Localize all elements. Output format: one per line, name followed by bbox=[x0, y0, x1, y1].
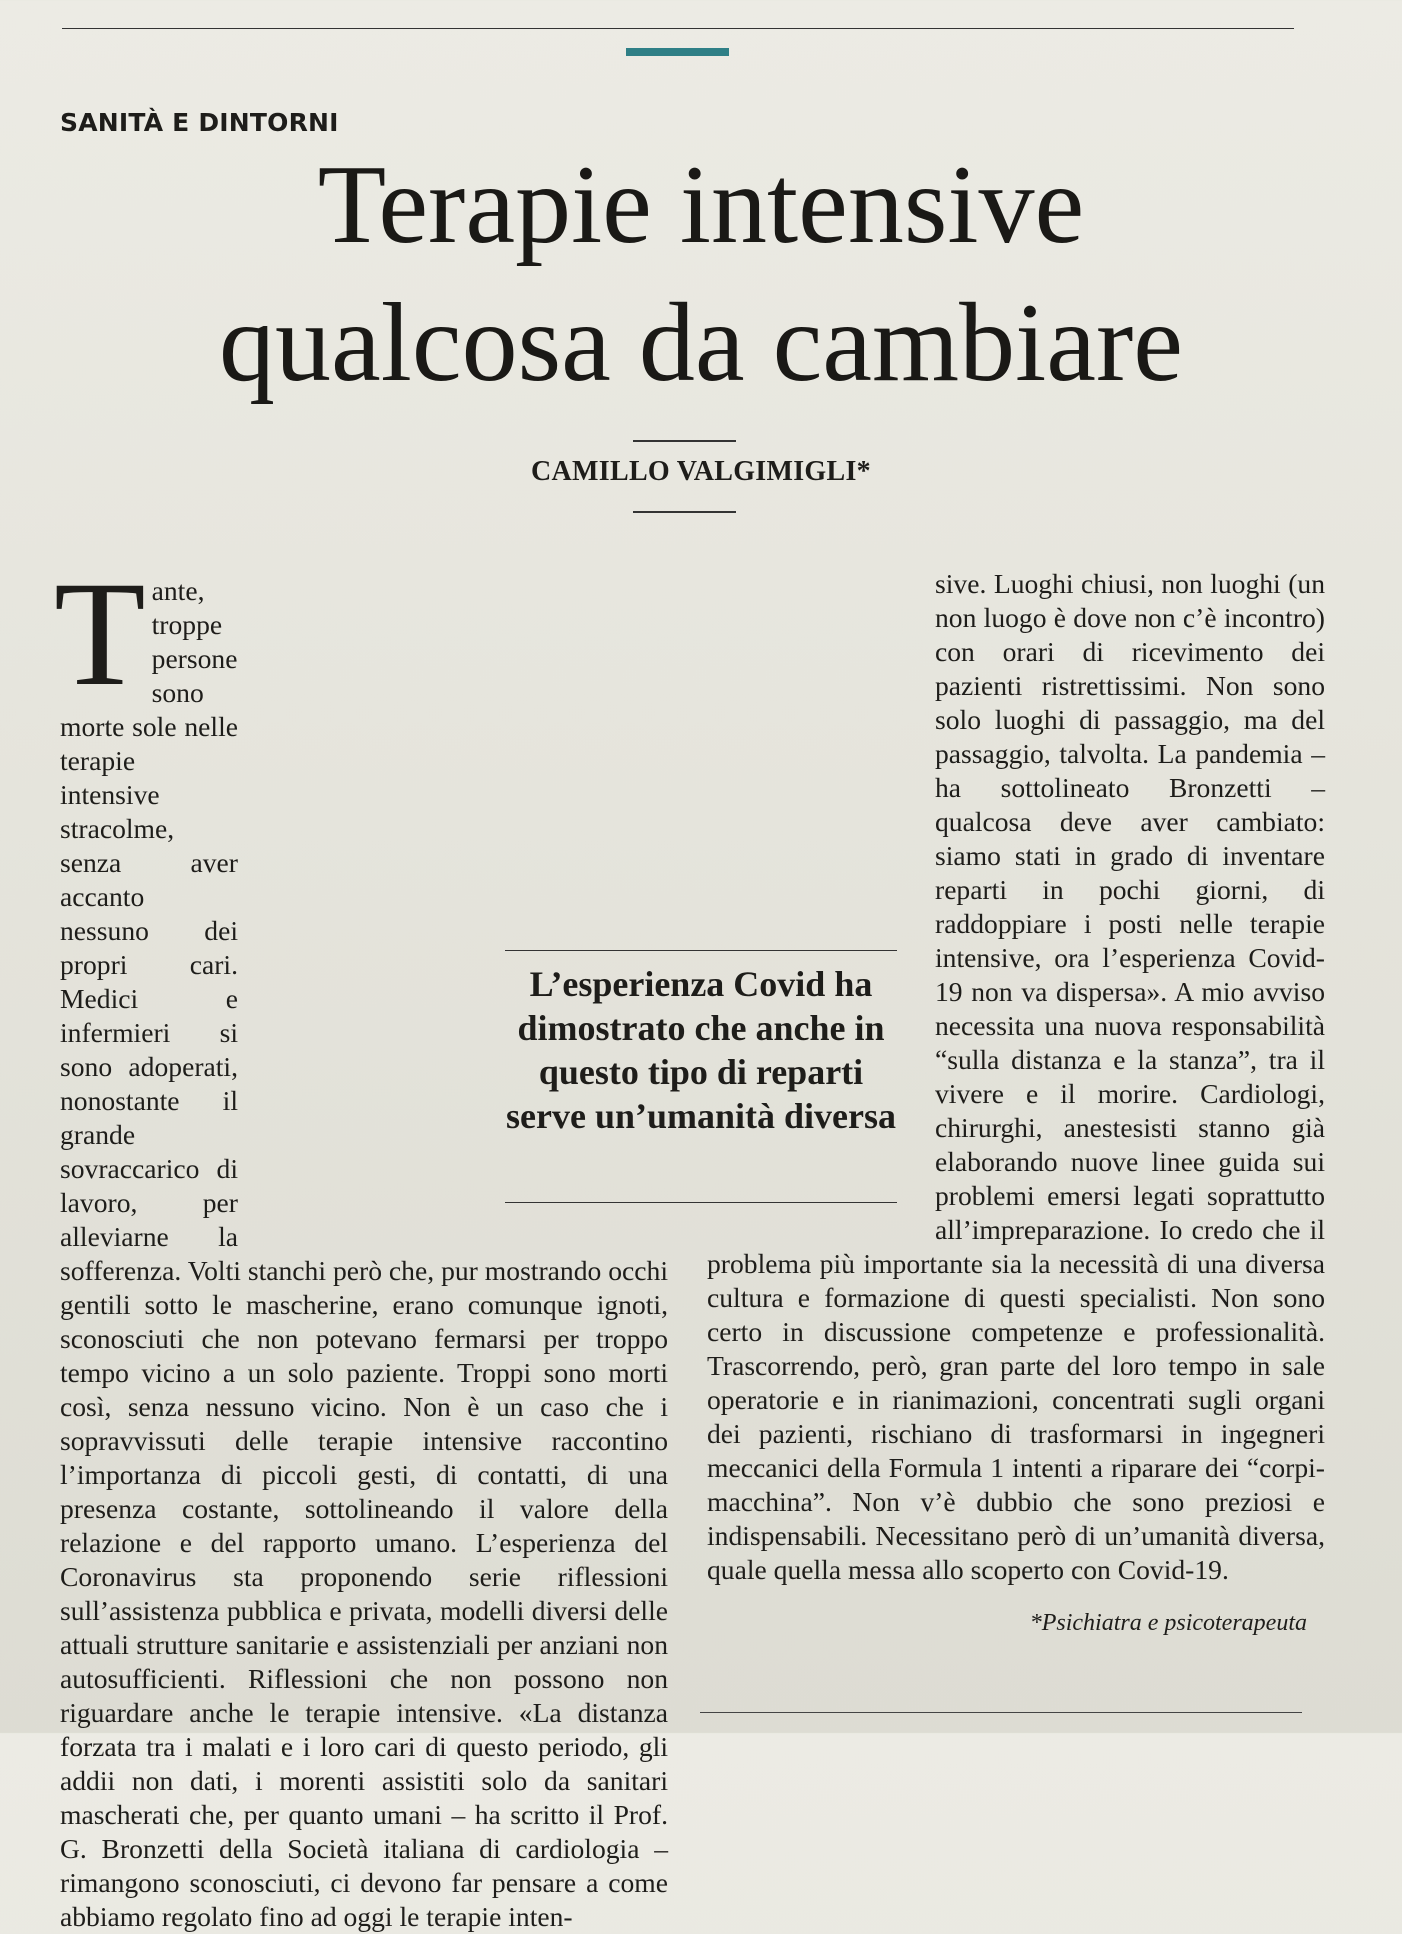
author-rule-top bbox=[633, 440, 736, 442]
section-label: SANITÀ E DINTORNI bbox=[60, 108, 339, 137]
author-footnote: *Psichiatra e psicoterapeuta bbox=[1029, 1610, 1307, 1636]
headline-line-1: Terapie intensive bbox=[317, 143, 1085, 267]
drop-cap: T bbox=[54, 551, 146, 717]
article-text-left: ante, troppe persone sono morte sole nelle terapie intensive stracolme, senza aver accanto nessuno dei propri cari. Medici e infermieri si sono adoperati, nonostante il grande sovraccarico di lavoro, per alleviarne la sofferenza. Volti stanchi però che, pur mostrando occhi gentili sotto le mascherine, erano comunque ignoti, sconosciuti che non potevano fermarsi per troppo tempo vicino a un solo paziente. Troppi sono morti così, senza nessuno vicino. Non è un caso che i sopravvissuti delle terapie intensive raccontino l’importanza di piccoli gesti, di contatti, di una presenza costante, sottolineando il valore della relazione e del rapporto umano. L’esperienza del Coronavirus sta proponendo serie riflessioni sull’assistenza pubblica e privata, modelli diversi delle attuali strutture sanitarie e assistenziali per anziani non autosufficienti. Riflessioni che non possono non riguardare anche le terapie intensive. «La distanza forzata tra i malati e i loro cari di questo periodo, gli addii non dati, i morenti assistiti solo da sanitari mascherati che, per quanto umani – ha scritto il Prof. G. Bronzetti della Società italiana di cardiologia – rimangono sconosciuti, ci devono far pensare a come abbiamo regolato fino ad oggi le terapie inten- bbox=[60, 575, 668, 1932]
headline-line-2: qualcosa da cambiare bbox=[219, 281, 1183, 405]
pull-quote: L’esperienza Covid ha dimostrato che anche in questo tipo di reparti serve un’umanità diversa bbox=[506, 964, 896, 1136]
pull-quote-rule-bottom bbox=[505, 1202, 897, 1203]
bottom-rule bbox=[700, 1712, 1302, 1713]
pull-quote-rule-top bbox=[505, 950, 897, 951]
author-rule-bottom bbox=[633, 511, 736, 513]
top-rule bbox=[62, 28, 1294, 29]
accent-bar bbox=[626, 48, 729, 56]
article-text-right: sive. Luoghi chiusi, non luoghi (un non luogo è dove non c’è incontro) con orari di ricevimento dei pazienti ristrettissimi. Non sono solo luoghi di passaggio, ma del passaggio, talvolta. La pandemia – ha sottolineato Bronzetti – qualcosa deve aver cambiato: siamo stati in grado di inventare reparti in pochi giorni, di raddoppiare i posti nelle terapie intensive, ora l’esperienza Covid-19 non va dispersa». A mio avviso necessita una nuova responsabilità “sulla distanza e la stanza”, tra il vivere e il morire. Cardiologi, chirurghi, anestesisti stanno già elaborando nuove linee guida sui problemi emersi legati soprattutto all’impreparazione. Io credo che il problema più importante sia la necessità di una diversa cultura e formazione di questi specialisti. Non sono certo in discussione competenze e professionalità. Trascorrendo, però, gran parte del loro tempo in sale operatorie e in rianimazioni, concentrati sugli organi dei pazienti, rischiano di trasformarsi in ingegneri meccanici della Formula 1 intenti a riparare dei “corpi-macchina”. Non v’è dubbio che sono preziosi e indispensabili. Necessitano però di un’umanità diversa, quale quella messa allo scoperto con Covid-19. bbox=[707, 568, 1325, 1585]
author-byline: CAMILLO VALGIMIGLI* bbox=[531, 456, 871, 487]
